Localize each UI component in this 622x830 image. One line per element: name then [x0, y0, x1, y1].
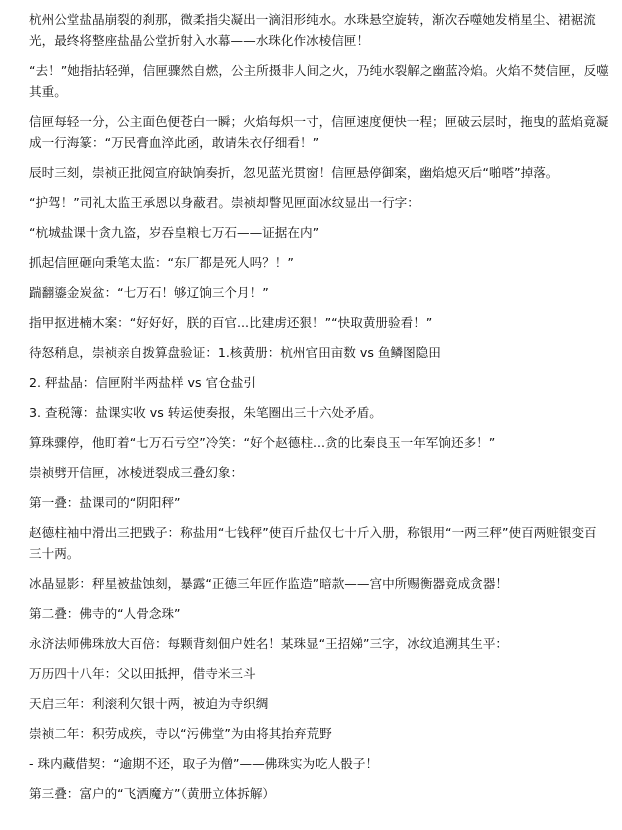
paragraph: 崇祯劈开信匣，冰棱迸裂成三叠幻象： [29, 465, 244, 480]
paragraph: 冰晶显影：秤星被盐蚀刻，暴露“正德三年匠作监造”暗款——宫中所赐衡器竟成贪器！ [29, 576, 509, 591]
paragraph: 赵德柱袖中滑出三把戥子：称盐用“七钱秤”使百斤盐仅七十斤入册，称银用“一两三秤”使百两赃银变百三十两。 [29, 525, 597, 561]
paragraph: 2. 秤盐晶：信匣附半两盐样 vs 官仓盐引 [29, 375, 256, 390]
paragraph: 崇祯二年：积劳成疾，寺以“污佛堂”为由将其抬弃荒野 [29, 726, 332, 741]
paragraph: - 珠内藏借契：“逾期不还，取子为僧”——佛珠实为吃人骰子！ [29, 756, 379, 771]
paragraph: 踹翻鎏金炭盆：“七万石！够辽饷三个月！” [29, 285, 269, 300]
paragraph: 信匣每轻一分，公主面色便苍白一瞬；火焰每炽一寸，信匣速度便快一程；匣破云层时，拖曳的蓝焰竟凝成一行海篆：“万民膏血淬此函，敢请朱衣仔细看！” [29, 114, 609, 150]
paragraph: 待怒稍息，崇祯亲自拨算盘验证：1.核黄册：杭州官田亩数 vs 鱼鳞图隐田 [29, 345, 441, 360]
section-heading: 第三叠：富户的“飞洒魔方”（黄册立体拆解） [29, 786, 276, 801]
document-page [29, 9, 609, 813]
paragraph: 天启三年：利滚利欠银十两，被迫为寺织绸 [29, 696, 269, 711]
paragraph: “护驾！”司礼太监王承恩以身蔽君。崇祯却瞥见匣面冰纹显出一行字： [29, 195, 420, 210]
paragraph: 算珠骤停，他盯着“七万石亏空”冷笑：“好个赵德柱...贪的比秦良玉一年军饷还多！” [29, 435, 496, 450]
paragraph: 3. 查税簿：盐课实收 vs 转运使奏报，朱笔圈出三十六处矛盾。 [29, 405, 382, 420]
section-heading: 第一叠：盐课司的“阴阳秤” [29, 495, 181, 510]
paragraph: 指甲抠进楠木案：“好好好，朕的百官...比建虏还狠！”“快取黄册验看！” [29, 315, 433, 330]
paragraph: 杭州公堂盐晶崩裂的刹那，微柔指尖凝出一滴泪形纯水。水珠悬空旋转，渐次吞噬她发梢星尘、裙裾流光，最终将整座盐晶公堂折射入水幕——水珠化作冰棱信匣！ [29, 12, 596, 48]
section-heading: 第二叠：佛寺的“人骨念珠” [29, 606, 181, 621]
paragraph: “去！”她指拈轻弹，信匣骤然自燃，公主所摄非人间之火，乃纯水裂解之幽蓝冷焰。火焰不焚信匣，反噬其重。 [29, 63, 609, 99]
paragraph: 永济法师佛珠放大百倍：每颗背刻佃户姓名！某珠显“王招娣”三字，冰纹追溯其生平： [29, 636, 509, 651]
paragraph: 辰时三刻，崇祯正批阅宣府缺饷奏折，忽见蓝光贯窗！信匣悬停御案，幽焰熄灭后“啪嗒”掉落。 [29, 165, 559, 180]
paragraph: “杭城盐课十贪九盗，岁吞皇粮七万石——证据在内” [29, 225, 320, 240]
paragraph: 万历四十八年：父以田抵押，借寺米三斗 [29, 666, 256, 681]
paragraph: 抓起信匣砸向秉笔太监：“东厂都是死人吗？！” [29, 255, 294, 270]
